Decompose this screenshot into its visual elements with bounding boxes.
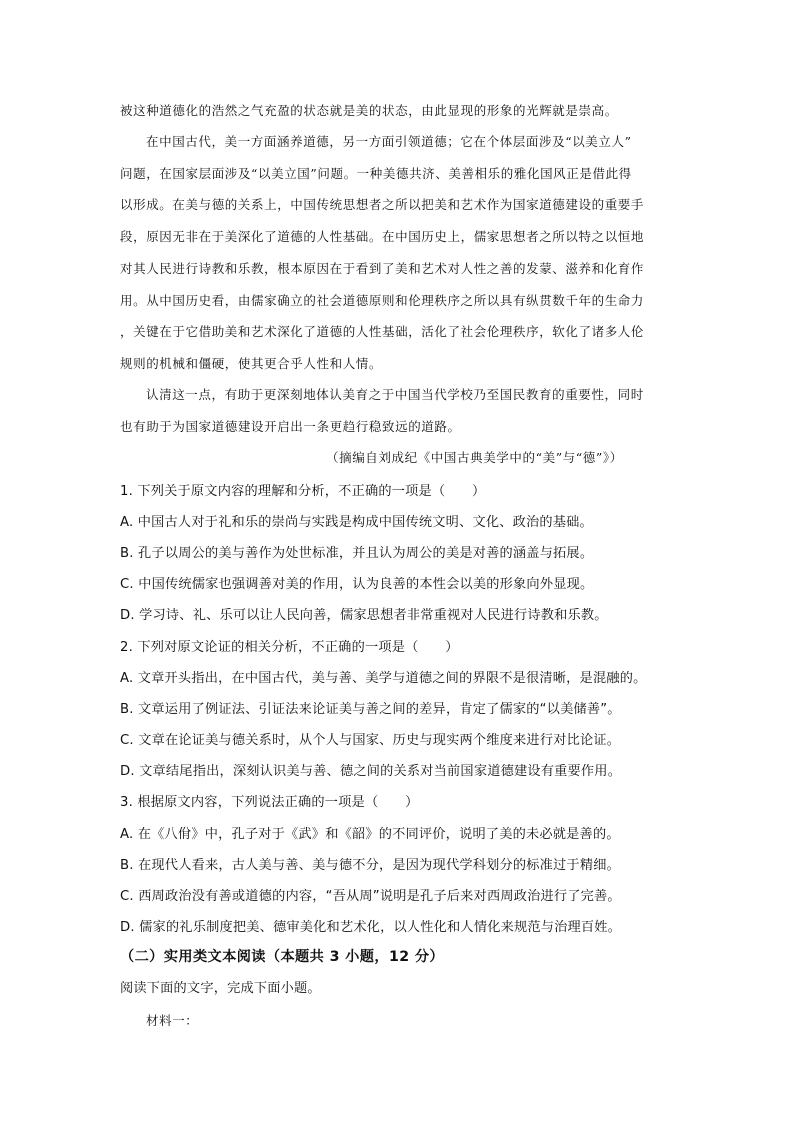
question-option: A. 文章开头指出，在中国古代，美与善、美学与道德之间的界限不是很清晰，是混融的。 (120, 671, 647, 686)
question-option: D. 学习诗、礼、乐可以让人民向善，儒家思想者非常重视对人民进行诗教和乐教。 (120, 608, 608, 623)
question-stem: 3. 根据原文内容，下列说法正确的一项是（ ） (120, 795, 419, 810)
question-option: C. 文章在论证美与德关系时，从个人与国家、历史与现实两个维度来进行对比论证。 (120, 733, 621, 748)
passage-line: ，关键在于它借助美和艺术深化了道德的人性基础，活化了社会伦理秩序，软化了诸多人伦 (120, 324, 645, 339)
passage-source: （摘编自刘成纪《中国古典美学中的“美”与“德”》） (326, 450, 623, 465)
question-option: D. 文章结尾指出，深刻认识美与善、德之间的关系对当前国家道德建设有重要作用。 (120, 764, 622, 779)
question-option: B. 在现代人看来，古人美与善、美与德不分，是因为现代学科划分的标准过于精细。 (120, 858, 620, 873)
section-instruction: 阅读下面的文字，完成下面小题。 (120, 981, 321, 996)
question-option: D. 儒家的礼乐制度把美、德审美化和艺术化，以人性化和人情化来规范与治理百姓。 (120, 920, 622, 935)
passage-line: 对其人民进行诗教和乐教，根本原因在于看到了美和艺术对人性之善的发蒙、滋养和化育作 (120, 261, 645, 276)
passage-line: 段，原因无非在于美深化了道德的人性基础。在中国历史上，儒家思想者之所以特之以恒地 (120, 229, 645, 244)
passage-line: 在中国古代，美一方面涵养道德，另一方面引领道德；它在个体层面涉及“以美立人” (146, 134, 632, 149)
question-option: A. 中国古人对于礼和乐的崇尚与实践是构成中国传统文明、文化、政治的基础。 (120, 515, 593, 530)
question-option: A. 在《八佾》中，孔子对于《武》和《韶》的不同评价，说明了美的未必就是善的。 (120, 827, 620, 842)
passage-line: 以形成。在美与德的关系上，中国传统思想者之所以把美和艺术作为国家道德建设的重要手 (120, 197, 645, 212)
section-heading: （二）实用类文本阅读（本题共 3 小题，12 分） (120, 949, 444, 965)
question-option: B. 孔子以周公的美与善作为处世标准，并且认为周公的美是对善的涵盖与拓展。 (120, 546, 594, 561)
question-stem: 2. 下列对原文论证的相关分析，不正确的一项是（ ） (120, 640, 459, 655)
passage-line: 被这种道德化的浩然之气充盈的状态就是美的状态，由此显现的形象的光辉就是崇高。 (120, 103, 618, 118)
question-option: C. 西周政治没有善或道德的内容，“吾从周”说明是孔子后来对西周政治进行了完善。 (120, 889, 621, 904)
passage-line: 也有助于为国家道德建设开启出一条更趋行稳致远的道路。 (120, 419, 461, 434)
passage-line: 用。从中国历史看，由儒家确立的社会道德原则和伦理秩序之所以具有纵贯数千年的生命力 (120, 293, 645, 308)
question-stem: 1. 下列关于原文内容的理解和分析，不正确的一项是（ ） (120, 484, 486, 499)
passage-line: 问题，在国家层面涉及“以美立国”问题。一种美德共济、美善相乐的雅化国风正是借此得 (120, 166, 632, 181)
passage-line: 认清这一点，有助于更深刻地体认美育之于中国当代学校乃至国民教育的重要性，同时 (146, 387, 644, 402)
passage-line: 规则的机械和僵硬，使其更合乎人性和人情。 (120, 356, 383, 371)
question-option: B. 文章运用了例证法、引证法来论证美与善之间的差异，肯定了儒家的“以美储善”。 (120, 702, 621, 717)
question-option: C. 中国传统儒家也强调善对美的作用，认为良善的本性会以美的形象向外显现。 (120, 577, 594, 592)
material-label: 材料一： (146, 1013, 199, 1028)
